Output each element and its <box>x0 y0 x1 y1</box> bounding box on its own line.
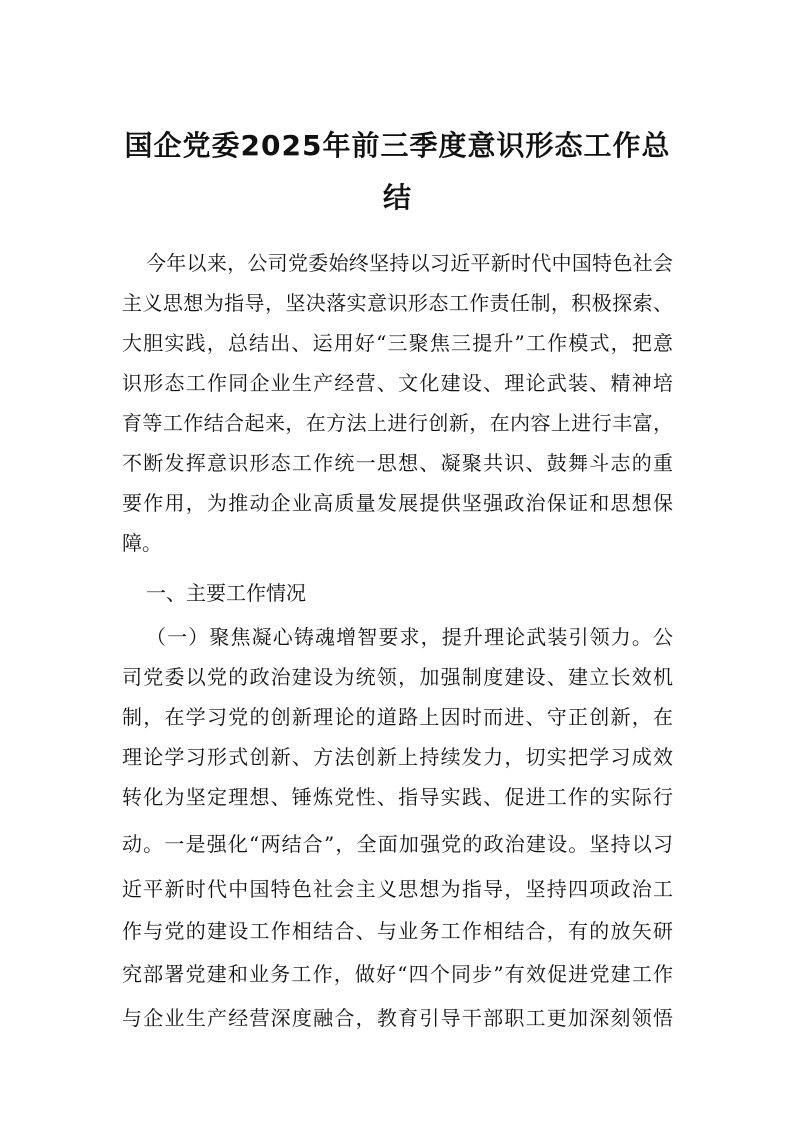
section-heading: 一、主要工作情况 <box>146 581 306 605</box>
document-title-line-1: 国企党委2025年前三季度意识形态工作总 <box>124 129 671 162</box>
body-line: 司党委以党的政治建设为统领，加强制度建设、建立长效机 <box>122 665 673 689</box>
body-line: 要作用，为推动企业高质量发展提供坚强政治保证和思想保 <box>122 491 673 515</box>
body-line: 动。一是强化“两结合”，全面加强党的政治建设。坚持以习 <box>122 832 673 856</box>
body-line: 近平新时代中国特色社会主义思想为指导，坚持四项政治工 <box>122 877 673 901</box>
body-line: 主义思想为指导，坚决落实意识形态工作责任制，积极探索、 <box>122 291 673 315</box>
body-line: 今年以来，公司党委始终坚持以习近平新时代中国特色社会 <box>146 251 673 275</box>
body-line: （一）聚焦凝心铸魂增智要求，提升理论武装引领力。公 <box>146 625 673 649</box>
body-line: 理论学习形式创新、方法创新上持续发力，切实把学习成效 <box>122 745 673 769</box>
body-line: 育等工作结合起来，在方法上进行创新，在内容上进行丰富， <box>122 411 673 435</box>
document-title-line-2: 结 <box>382 181 412 214</box>
body-line: 转化为坚定理想、锤炼党性、指导实践、促进工作的实际行 <box>122 785 673 809</box>
body-line: 大胆实践，总结出、运用好“三聚焦三提升”工作模式，把意 <box>122 331 673 355</box>
body-line: 制，在学习党的创新理论的道路上因时而进、守正创新，在 <box>122 705 673 729</box>
body-line: 作与党的建设工作相结合、与业务工作相结合，有的放矢研 <box>122 919 673 943</box>
body-line: 究部署党建和业务工作，做好“四个同步”有效促进党建工作 <box>122 962 673 986</box>
body-line: 障。 <box>122 531 162 555</box>
body-line: 与企业生产经营深度融合，教育引导干部职工更加深刻领悟 <box>122 1006 673 1030</box>
body-line: 不断发挥意识形态工作统一思想、凝聚共识、鼓舞斗志的重 <box>122 451 673 475</box>
body-line: 识形态工作同企业生产经营、文化建设、理论武装、精神培 <box>122 371 673 395</box>
